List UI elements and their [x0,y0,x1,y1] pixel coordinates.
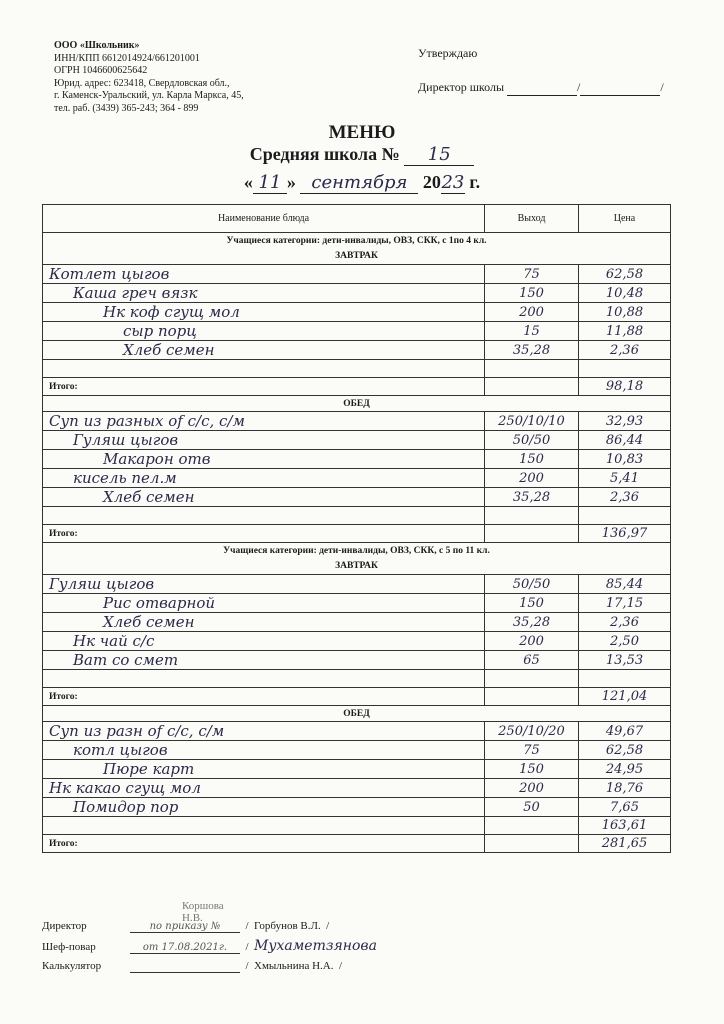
dish-output: 250/10/10 [485,412,579,431]
director-signature-blank [507,80,577,96]
director-order-note: по приказу № [130,921,240,933]
order-date-note: от 17.08.2021г. [130,942,240,954]
calculator-signature-row: Калькулятор / Хмыльнина Н.А. / [42,960,343,972]
subtotal-value: 163,61 [579,817,671,835]
total-row [43,688,671,706]
dish-name: Пюре карт [43,760,485,779]
dish-price: 17,15 [579,594,671,613]
dish-price: 7,65 [579,798,671,817]
dish-price: 86,44 [579,431,671,450]
dish-name: Каша греч вязк [43,284,485,303]
company-address-line2: г. Каменск-Уральский, ул. Карла Маркса, 45, [54,90,244,101]
dish-output: 50/50 [485,431,579,450]
dish-price: 5,41 [579,469,671,488]
dish-price: 24,95 [579,760,671,779]
table-row [43,265,671,284]
category-row [43,543,671,559]
dish-name: Котлет цыгов [43,265,485,284]
menu-date [0,172,724,194]
meal-label: ОБЕД [43,396,671,412]
table-row [43,741,671,760]
category-label: Учащиеся категории: дети-инвалиды, ОВЗ, СКК, с 1по 4 кл. [43,233,671,249]
dish-price: 10,48 [579,284,671,303]
company-phone: тел. раб. (3439) 365-243; 364 - 899 [54,102,199,114]
table-row [43,284,671,303]
dish-output: 65 [485,651,579,670]
dish-name: кисель пел.м [43,469,485,488]
menu-table [42,204,671,853]
col-header-output: Выход [485,205,579,233]
dish-price: 2,50 [579,632,671,651]
dish-output: 200 [485,779,579,798]
director-name-blank [580,80,660,96]
school-number: 15 [404,144,474,166]
total-value: 136,97 [579,525,671,543]
dish-price: 18,76 [579,779,671,798]
meal-label: ЗАВТРАК [43,559,671,575]
table-row [43,722,671,741]
total-value: 281,65 [579,835,671,853]
company-address-line1: Юрид. адрес: 623418, Свердловская обл., [54,77,230,89]
company-ogrn: ОГРН 1046600625642 [54,65,148,76]
dish-output: 35,28 [485,613,579,632]
dish-output: 15 [485,322,579,341]
table-row [43,450,671,469]
total-row [43,378,671,396]
dish-name: котл цыгов [43,741,485,760]
dish-price: 85,44 [579,575,671,594]
dish-name: Ват со смет [43,651,485,670]
total-label: Итого: [43,688,485,706]
director-approval-label: Директор школы [418,80,505,94]
category-label: Учащиеся категории: дети-инвалиды, ОВЗ, СКК, с 5 по 11 кл. [43,543,671,559]
director-approval-line: Директор школы / / [418,80,664,94]
dish-output: 35,28 [485,488,579,507]
dish-output: 75 [485,265,579,284]
date-open-quote: « [243,172,253,192]
dish-price: 13,53 [579,651,671,670]
dish-output: 150 [485,450,579,469]
table-row [43,322,671,341]
dish-name: Нк чай с/с [43,632,485,651]
dish-price: 49,67 [579,722,671,741]
dish-output: 200 [485,632,579,651]
director-role: Директор [42,920,87,932]
dish-output: 50 [485,798,579,817]
approval-label: Утверждаю [418,46,478,60]
dish-output: 75 [485,741,579,760]
table-row [43,431,671,450]
table-row [43,779,671,798]
dish-output: 200 [485,303,579,322]
col-header-price: Цена [579,205,671,233]
table-row-empty [43,360,671,378]
dish-price: 2,36 [579,613,671,632]
meal-row [43,559,671,575]
dish-price: 2,36 [579,488,671,507]
page-title: МЕНЮ [328,122,396,143]
dish-output: 50/50 [485,575,579,594]
date-year-prefix: 20 [422,172,441,192]
dish-price: 62,58 [579,741,671,760]
table-row [43,613,671,632]
school-line [0,144,724,166]
table-row [43,469,671,488]
dish-name: Суп из разн оf с/с, с/м [43,722,485,741]
calculator-name: Хмыльнина Н.А. [254,960,334,972]
director-name: Горбунов В.Л. [254,920,321,932]
dish-price: 62,58 [579,265,671,284]
total-label: Итого: [43,378,485,396]
meal-label: ОБЕД [43,706,671,722]
category-row [43,233,671,249]
dish-price: 10,88 [579,303,671,322]
table-row [43,760,671,779]
table-row [43,303,671,322]
total-row [43,835,671,853]
table-row [43,594,671,613]
subtotal-row [43,817,671,835]
table-row [43,488,671,507]
date-close-quote: » [286,172,296,192]
table-row [43,798,671,817]
dish-name: Рис отварной [43,594,485,613]
table-row-empty [43,507,671,525]
company-inn: ИНН/КПП 6612014924/661201001 [54,52,200,64]
dish-price: 2,36 [579,341,671,360]
table-row [43,632,671,651]
dish-name: Суп из разных оf с/с, с/м [43,412,485,431]
dish-name: сыр порц [43,322,485,341]
meal-row [43,706,671,722]
total-label: Итого: [43,835,485,853]
calculator-signature [130,960,240,973]
dish-output: 150 [485,284,579,303]
table-row [43,651,671,670]
dish-name: Гуляш цыгов [43,575,485,594]
meal-label: ЗАВТРАК [43,249,671,265]
col-header-name: Наименование блюда [43,205,485,233]
chef-role: Шеф-повар [42,941,96,953]
table-row [43,412,671,431]
dish-output: 35,28 [485,341,579,360]
table-row [43,575,671,594]
calculator-role: Калькулятор [42,960,102,972]
dish-name: Нк коф сгущ мол [43,303,485,322]
meal-row [43,396,671,412]
date-month: сентября [300,172,418,194]
dish-output: 200 [485,469,579,488]
company-info [54,40,244,115]
chef-name: Мухаметзянова [254,938,377,954]
dish-output: 250/10/20 [485,722,579,741]
total-value: 121,04 [579,688,671,706]
date-year-suffix: 23 [441,172,465,193]
dish-name: Гуляш цыгов [43,431,485,450]
chef-signature-row: Шеф-повар от 17.08.2021г. / Мухаметзянова [42,938,377,954]
dish-price: 10,83 [579,450,671,469]
dish-name: Хлеб семен [43,613,485,632]
stamp-name: Коршова Н.В. [182,900,224,924]
table-row-empty [43,670,671,688]
dish-price: 11,88 [579,322,671,341]
dish-output: 150 [485,760,579,779]
dish-name: Хлеб семен [43,488,485,507]
meal-row [43,249,671,265]
table-header-row [43,205,671,233]
table-row [43,341,671,360]
total-row [43,525,671,543]
dish-name: Хлеб семен [43,341,485,360]
total-label: Итого: [43,525,485,543]
director-signature-row: Директор по приказу № / Горбунов В.Л. / [42,920,330,932]
dish-name: Помидор пор [43,798,485,817]
dish-name: Макарон отв [43,450,485,469]
date-year-unit: г. [469,172,481,192]
company-name: ООО «Школьник» [54,40,140,51]
dish-name: Нк какао сгущ мол [43,779,485,798]
date-day: 11 [253,172,287,194]
school-prefix: Средняя школа № [249,144,400,164]
dish-output: 150 [485,594,579,613]
total-value: 98,18 [579,378,671,396]
dish-price: 32,93 [579,412,671,431]
